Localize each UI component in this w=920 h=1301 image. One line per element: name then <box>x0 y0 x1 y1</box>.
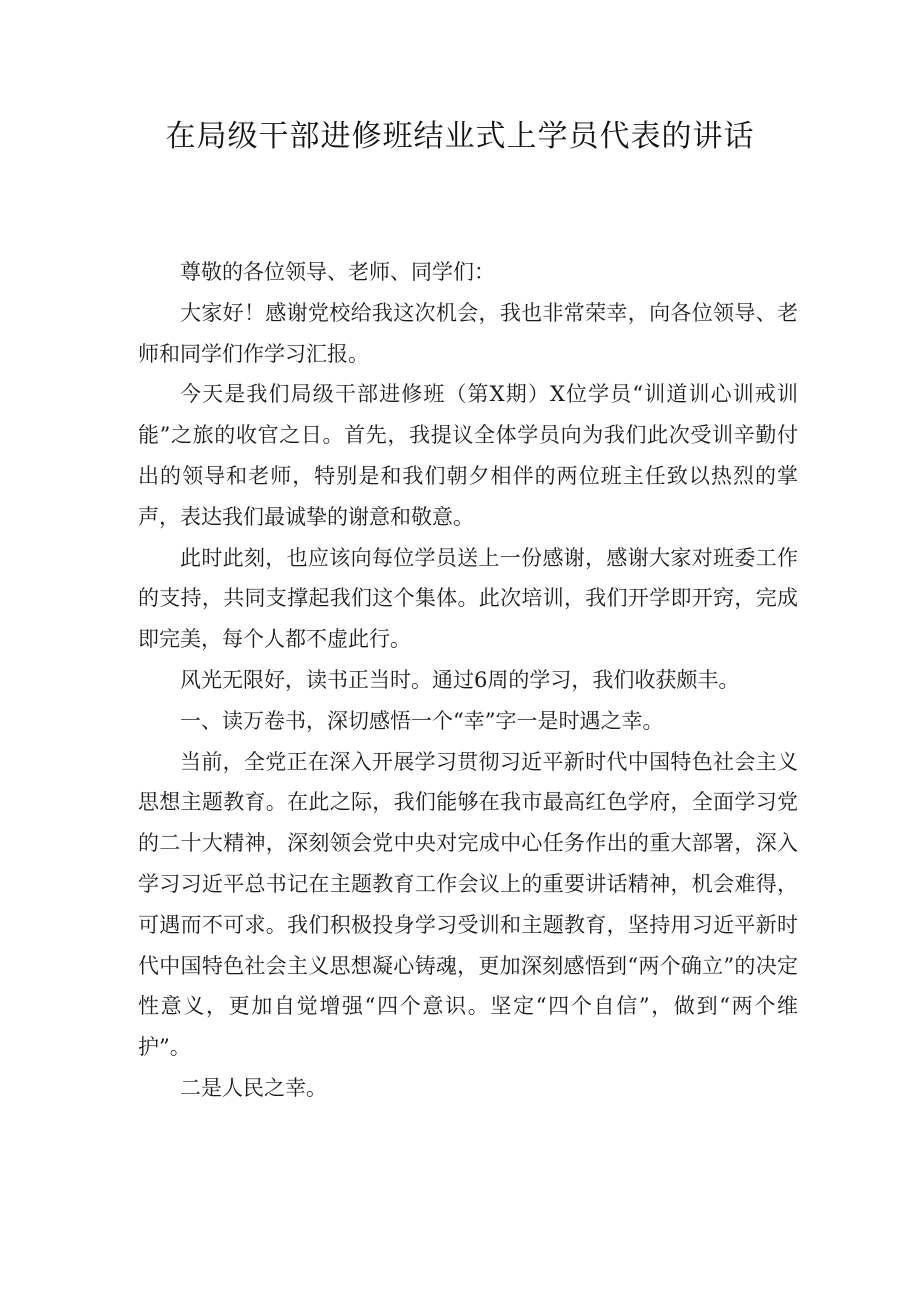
subsection-two-heading: 二是人民之幸。 <box>180 1075 327 1100</box>
section-one-heading: 一、读万卷书，深切感悟一个“幸”字一是时遇之幸。 <box>180 708 664 733</box>
document-body <box>138 252 798 1109</box>
opening-paragraph: 今天是我们局级干部进修班（第X期）X位学员“训道训心训戒训能”之旅的收官之日。首先，我提议全体学员向为我们此次受训辛勤付出的领导和老师，特别是和我们朝夕相伴的两位班主任致以热烈的掌声，表达我们最诚挚的谢意和敬意。 <box>138 382 798 529</box>
document-title: 在局级干部进修班结业式上学员代表的讲话 <box>165 119 755 154</box>
transition-paragraph: 风光无限好，读书正当时。通过6周的学习，我们收获颇丰。 <box>180 667 740 692</box>
salutation-paragraph: 尊敬的各位领导、老师、同学们： <box>180 260 495 284</box>
greeting-paragraph: 大家好！感谢党校给我这次机会，我也非常荣幸，向各位领导、老师和同学们作学习汇报。 <box>138 300 798 366</box>
section-one-body: 当前，全党正在深入开展学习贯彻习近平新时代中国特色社会主义思想主题教育。在此之际，我们能够在我市最高红色学府，全面学习党的二十大精神，深刻领会党中央对完成中心任务作出的重大部署，深入学习习近平总书记在主题教育工作会议上的重要讲话精神，机会难得，可遇而不可求。我们积极投身学习受训和主题教育，坚持用习近平新时代中国特色社会主义思想凝心铸魂，更加深刻感悟到“两个确立”的决定性意义，更加自觉增强“四个意识。坚定“四个自信”，做到“两个维护”。 <box>138 749 798 1060</box>
thanks-paragraph: 此时此刻，也应该向每位学员送上一份感谢，感谢大家对班委工作的支持，共同支撑起我们这个集体。此次培训，我们开学即开窍，完成即完美，每个人都不虚此行。 <box>138 545 798 652</box>
